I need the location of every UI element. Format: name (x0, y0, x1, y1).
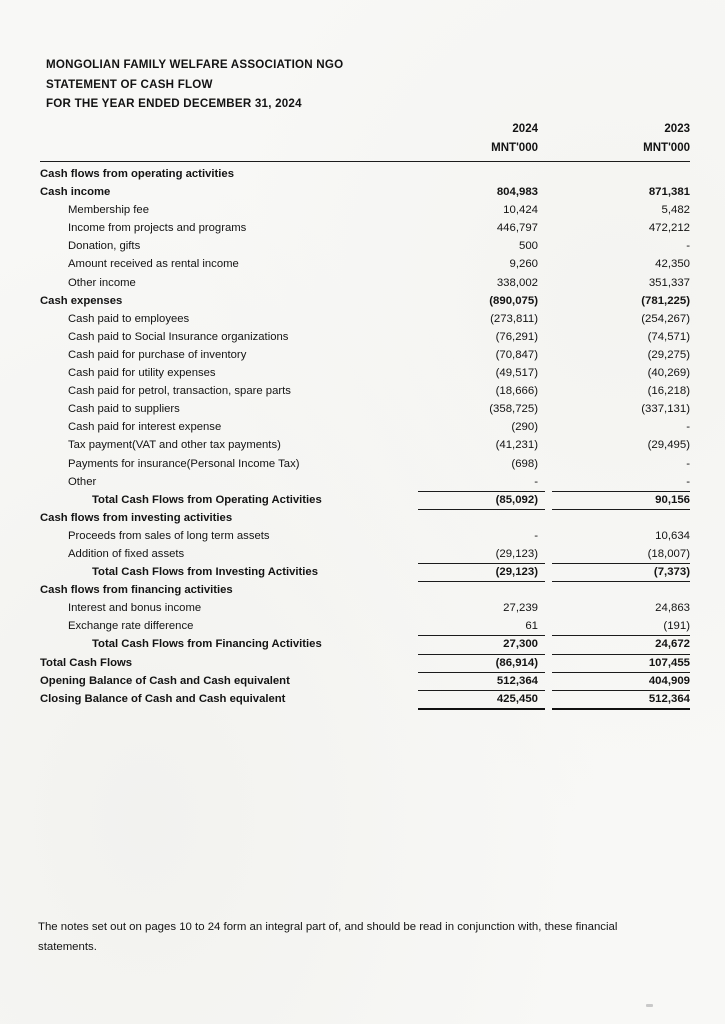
table-body (40, 165, 690, 708)
row-label: Total Cash Flows from Financing Activities (92, 638, 322, 651)
row-value-2023: 871,381 (648, 186, 690, 199)
scan-artifact (646, 1004, 653, 1007)
table-row (40, 219, 690, 237)
row-label: Interest and bonus income (68, 602, 202, 615)
row-label: Membership fee (68, 204, 149, 217)
table-row (40, 183, 690, 201)
row-value-2023: 42,350 (655, 258, 690, 271)
statement-period: FOR THE YEAR ENDED DECEMBER 31, 2024 (46, 97, 302, 110)
row-value-2024: 27,239 (503, 602, 538, 615)
table-row (40, 418, 690, 436)
row-value-2024: (290) (511, 421, 538, 434)
column-header-2024-year: 2024 (512, 123, 538, 135)
row-label: Proceeds from sales of long term assets (68, 529, 270, 542)
row-value-2023: 512,364 (648, 692, 690, 705)
header-rule (40, 161, 690, 162)
row-value-2023: (781,225) (641, 294, 690, 307)
row-value-2023: 24,672 (655, 638, 690, 651)
document-header (46, 55, 646, 114)
row-label: Opening Balance of Cash and Cash equivalent (40, 674, 290, 687)
table-header-year (40, 120, 690, 139)
row-value-2024: (49,517) (495, 367, 538, 380)
row-label: Other income (68, 276, 136, 289)
table-row (40, 400, 690, 418)
row-value-2024: (41,231) (495, 439, 538, 452)
row-label: Payments for insurance(Personal Income Tax) (68, 457, 300, 470)
table-row (40, 581, 690, 599)
row-label: Addition of fixed assets (68, 547, 185, 560)
row-label: Closing Balance of Cash and Cash equivalent (40, 692, 286, 705)
row-value-2024: 10,424 (503, 204, 538, 217)
table-row (40, 599, 690, 617)
row-label: Cash paid to employees (68, 312, 190, 325)
row-value-2024: 61 (525, 620, 538, 633)
cash-flow-table (40, 120, 690, 708)
statement-type: STATEMENT OF CASH FLOW (46, 77, 213, 91)
table-row (40, 527, 690, 545)
row-value-2023: 351,337 (648, 276, 690, 289)
row-value-2023: 472,212 (648, 222, 690, 235)
row-value-2023: 10,634 (655, 529, 690, 542)
row-value-2024: (29,123) (495, 566, 538, 579)
row-value-2024: - (534, 529, 538, 542)
row-label: Cash paid to Social Insurance organizations (68, 330, 289, 343)
table-row (40, 346, 690, 364)
table-row (40, 491, 690, 509)
row-label: Income from projects and programs (68, 222, 247, 235)
table-row (40, 255, 690, 273)
footnote: The notes set out on pages 10 to 24 form an integral part of, and should be read in conjunction with, these financial statements. (38, 921, 618, 953)
table-row (40, 310, 690, 328)
row-value-2024: 27,300 (503, 638, 538, 651)
row-value-2024: 338,002 (496, 276, 538, 289)
row-value-2023: 404,909 (648, 674, 690, 687)
row-value-2023: (29,495) (647, 439, 690, 452)
row-value-2023: (254,267) (641, 312, 690, 325)
table-row (40, 237, 690, 255)
table-row (40, 509, 690, 527)
row-value-2024: (85,092) (495, 493, 538, 506)
row-value-2024: 500 (518, 240, 538, 253)
row-label: Cash paid for petrol, transaction, spare parts (68, 385, 291, 398)
row-label: Total Cash Flows from Investing Activities (92, 566, 318, 579)
row-label: Total Cash Flows from Operating Activities (92, 493, 322, 506)
row-label: Total Cash Flows (40, 656, 133, 669)
row-value-2023: 107,455 (648, 656, 690, 669)
row-value-2023: (74,571) (647, 330, 690, 343)
table-row (40, 473, 690, 491)
row-value-2024: (70,847) (495, 348, 538, 361)
table-row (40, 364, 690, 382)
table-row (40, 617, 690, 635)
column-header-2023-year: 2023 (664, 123, 690, 135)
table-row (40, 201, 690, 219)
row-label: Amount received as rental income (68, 258, 239, 271)
organization-name: MONGOLIAN FAMILY WELFARE ASSOCIATION NGO (46, 58, 344, 71)
row-value-2024: (273,811) (490, 312, 538, 325)
table-row (40, 328, 690, 346)
row-value-2024: 512,364 (496, 674, 538, 687)
row-label: Exchange rate difference (68, 620, 194, 633)
row-value-2023: - (686, 240, 690, 253)
row-value-2023: (29,275) (647, 348, 690, 361)
table-row (40, 545, 690, 563)
row-label: Cash paid for interest expense (68, 421, 222, 434)
row-value-2023: - (686, 457, 690, 470)
row-value-2023: (16,218) (647, 385, 690, 398)
row-value-2024: (18,666) (495, 385, 538, 398)
row-label: Cash income (40, 186, 111, 199)
row-value-2023: 24,863 (655, 602, 690, 615)
row-label: Cash paid to suppliers (68, 403, 180, 416)
row-label: Tax payment(VAT and other tax payments) (68, 439, 281, 452)
table-row (40, 382, 690, 400)
table-row (40, 563, 690, 581)
row-value-2023: (191) (663, 620, 690, 633)
row-label: Cash paid for utility expenses (68, 367, 216, 380)
row-value-2024: (358,725) (489, 403, 538, 416)
row-value-2024: 9,260 (509, 258, 538, 271)
row-value-2024: (86,914) (495, 656, 538, 669)
row-label: Cash expenses (40, 294, 123, 307)
table-row (40, 654, 690, 672)
row-label: Donation, gifts (68, 240, 141, 253)
row-label: Other (68, 475, 97, 488)
row-value-2024: (29,123) (495, 547, 538, 560)
table-row (40, 690, 690, 708)
row-label: Cash flows from investing activities (40, 511, 233, 524)
row-value-2024: (890,075) (489, 294, 538, 307)
table-row (40, 292, 690, 310)
row-label: Cash flows from financing activities (40, 584, 233, 597)
table-row (40, 672, 690, 690)
row-value-2023: (18,007) (647, 547, 690, 560)
row-value-2024: 425,450 (496, 692, 538, 705)
column-header-2023-unit: MNT'000 (643, 142, 690, 154)
column-header-2024-unit: MNT'000 (491, 142, 538, 154)
row-value-2023: - (686, 475, 690, 488)
row-value-2023: - (686, 421, 690, 434)
table-header-unit (40, 139, 690, 158)
table-row (40, 165, 690, 183)
table-row (40, 274, 690, 292)
table-row (40, 436, 690, 454)
row-value-2023: 90,156 (655, 493, 690, 506)
row-label: Cash paid for purchase of inventory (68, 348, 247, 361)
row-value-2023: (7,373) (653, 566, 690, 579)
table-row (40, 635, 690, 653)
row-value-2023: (337,131) (641, 403, 690, 416)
row-label: Cash flows from operating activities (40, 168, 234, 180)
row-value-2023: 5,482 (661, 204, 690, 217)
row-value-2024: 446,797 (496, 222, 538, 235)
row-value-2024: - (534, 475, 538, 488)
table-row (40, 455, 690, 473)
row-value-2024: (76,291) (495, 330, 538, 343)
row-value-2024: (698) (511, 457, 538, 470)
row-value-2024: 804,983 (496, 186, 538, 199)
row-value-2023: (40,269) (647, 367, 690, 380)
